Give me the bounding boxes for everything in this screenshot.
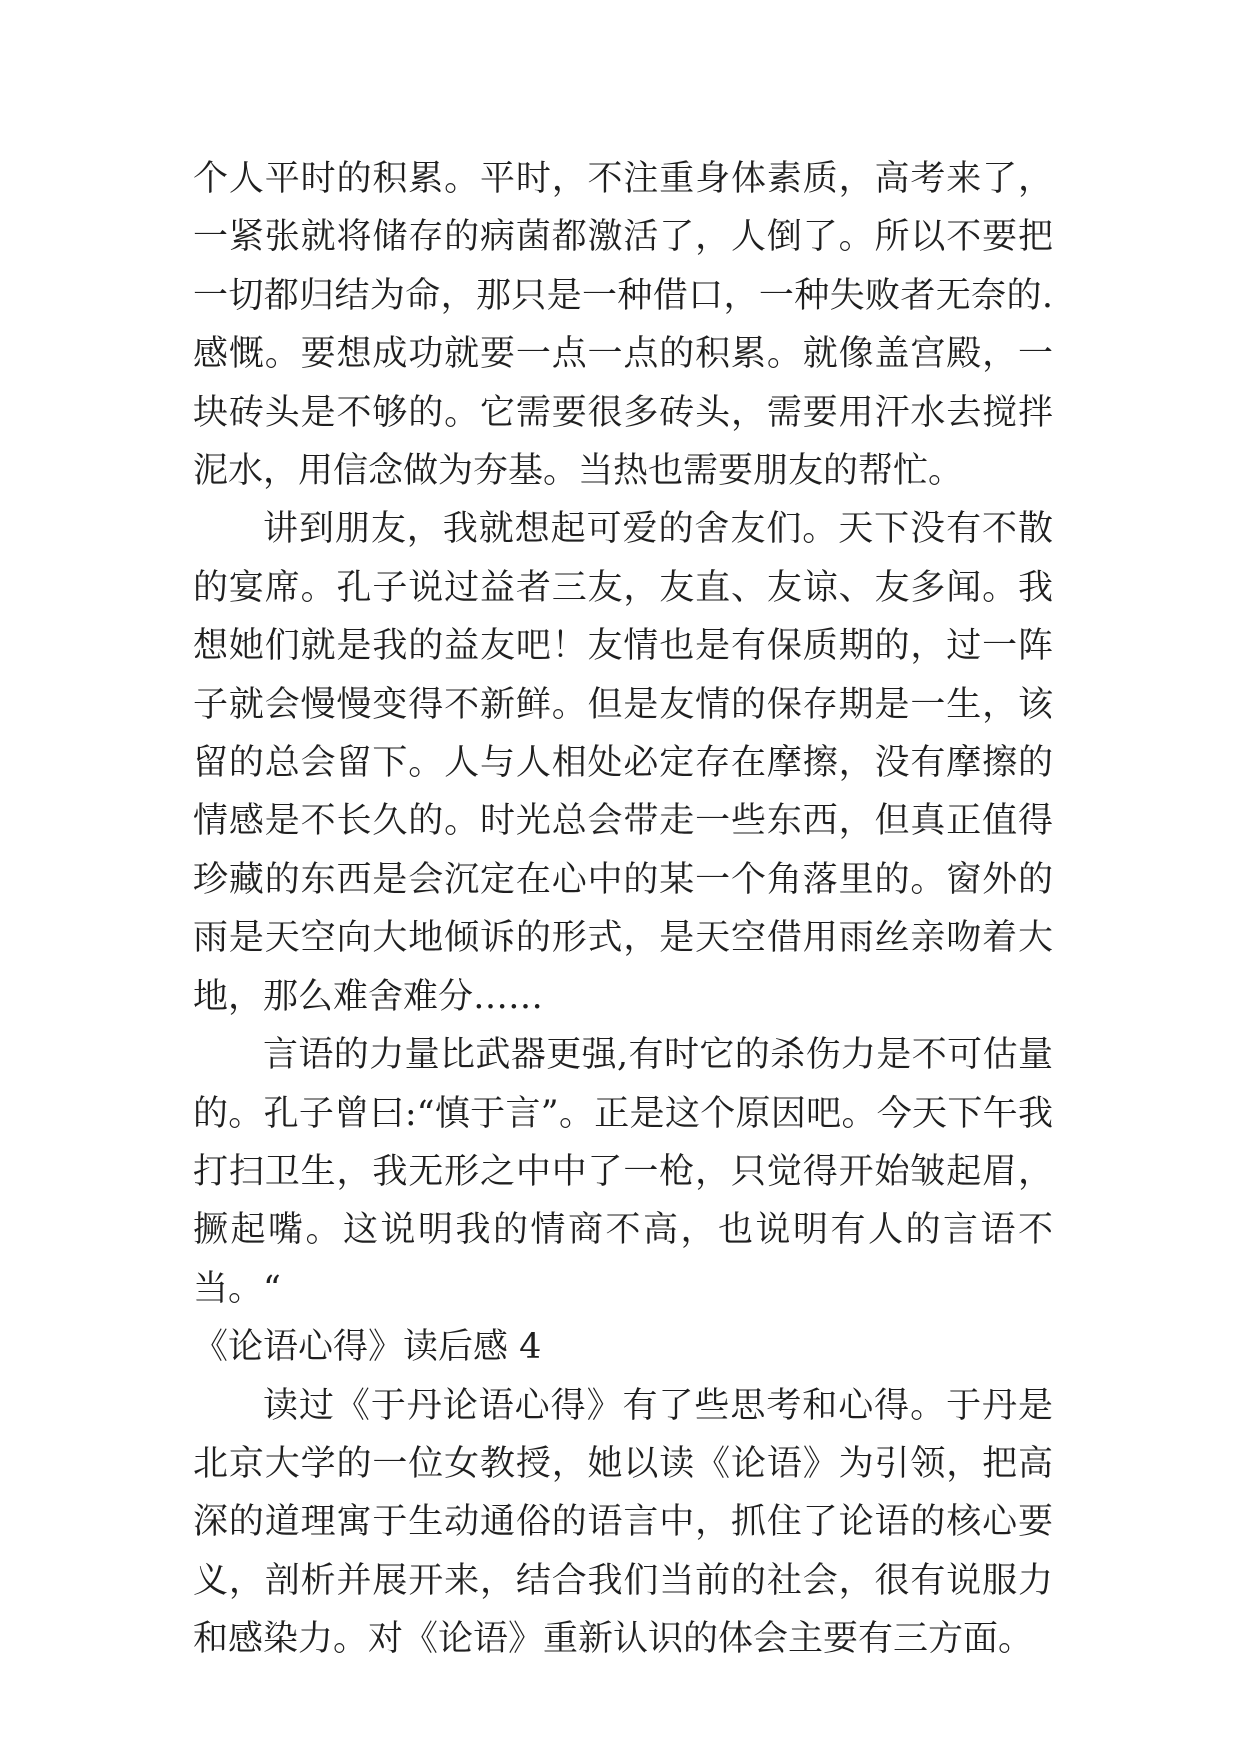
paragraph-friends: 讲到朋友，我就想起可爱的舍友们。天下没有不散的宴席。孔子说过益者三友，友直、友谅、友多闻。我想她们就是我的益友吧！友情也是有保质期的，过一阵子就会慢慢变得不新鲜。但是友情的保存期是一生，该留的总会留下。人与人相处必定存在摩擦，没有摩擦的情感是不长久的。时光总会带走一些东西，但真正值得珍藏的东西是会沉定在心中的某一个角落里的。窗外的雨是天空向大地倾诉的形式，是天空借用雨丝亲吻着大地，那么难舍难分……: [193, 509, 1053, 1017]
paragraph-words: 言语的力量比武器更强,有时它的杀伤力是不可估量的。孔子曾曰:“慎于言”。正是这个原因吧。今天下午我打扫卫生，我无形之中中了一枪，只觉得开始皱起眉，撅起嘴。这说明我的情商不高，也说明有人的言语不当。“: [193, 1035, 1053, 1309]
section-heading: 《论语心得》读后感 4: [193, 1327, 542, 1368]
paragraph-continuation: 个人平时的积累。平时，不注重身体素质，高考来了，一紧张就将储存的病菌都激活了，人倒了。所以不要把一切都归结为命，那只是一种借口，一种失败者无奈的.感慨。要想成功就要一点一点的积累。就像盖宫殿，一块砖头是不够的。它需要很多砖头，需要用汗水去搅拌泥水，用信念做为夯基。当热也需要朋友的帮忙。: [193, 159, 1053, 492]
paragraph-reading-notes: 读过《于丹论语心得》有了些思考和心得。于丹是北京大学的一位女教授，她以读《论语》为引领，把高深的道理寓于生动通俗的语言中，抓住了论语的核心要义，剖析并展开来，结合我们当前的社会，很有说服力和感染力。对《论语》重新认识的体会主要有三方面。: [193, 1385, 1053, 1660]
document-body: [193, 150, 1053, 1669]
